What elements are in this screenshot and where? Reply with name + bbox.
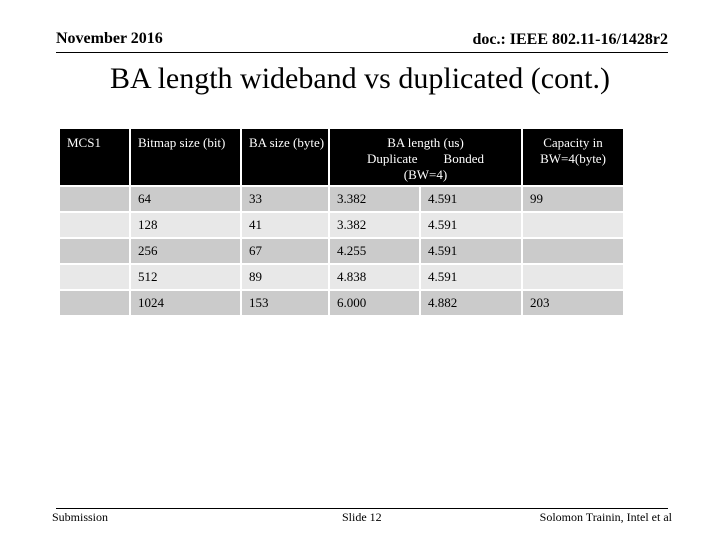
slide-title: BA length wideband vs duplicated (cont.) xyxy=(110,62,610,95)
cell-ba-size: 33 xyxy=(242,187,328,211)
cell-bitmap: 256 xyxy=(131,239,240,263)
cell-duplicate: 3.382 xyxy=(330,187,419,211)
cell-ba-size: 41 xyxy=(242,213,328,237)
cell-bitmap: 1024 xyxy=(131,291,240,315)
table-row xyxy=(60,239,623,263)
cell-mcs xyxy=(60,265,129,289)
footer-submission: Submission xyxy=(52,510,109,524)
header-ba-length-subcols: Duplicate Bonded xyxy=(367,151,484,166)
cell-capacity: 203 xyxy=(523,291,623,315)
cell-capacity: 99 xyxy=(523,187,623,211)
cell-ba-size: 89 xyxy=(242,265,328,289)
ba-length-table xyxy=(58,127,625,317)
header-ba-length-bw: (BW=4) xyxy=(403,167,448,182)
footer-divider xyxy=(56,508,668,509)
cell-ba-size: 153 xyxy=(242,291,328,315)
header-ba-length-title: BA length (us) xyxy=(387,135,464,150)
cell-bitmap: 64 xyxy=(131,187,240,211)
cell-duplicate: 6.000 xyxy=(330,291,419,315)
footer-slide-number: Slide 12 xyxy=(342,510,382,524)
cell-bitmap: 128 xyxy=(131,213,240,237)
header-mcs: MCS1 xyxy=(60,129,129,185)
cell-ba-size: 67 xyxy=(242,239,328,263)
cell-bitmap: 512 xyxy=(131,265,240,289)
header-date: November 2016 xyxy=(56,30,163,47)
table-header-row xyxy=(60,129,623,185)
header-capacity: Capacity in BW=4(byte) xyxy=(523,129,623,185)
cell-capacity xyxy=(523,239,623,263)
cell-duplicate: 4.255 xyxy=(330,239,419,263)
cell-capacity xyxy=(523,213,623,237)
cell-bonded: 4.591 xyxy=(421,187,521,211)
cell-bonded: 4.591 xyxy=(421,213,521,237)
cell-mcs xyxy=(60,213,129,237)
header-divider xyxy=(56,52,668,53)
cell-mcs xyxy=(60,187,129,211)
cell-capacity xyxy=(523,265,623,289)
table-row xyxy=(60,213,623,237)
cell-duplicate: 3.382 xyxy=(330,213,419,237)
header-ba-length xyxy=(330,129,521,185)
header-bitmap-size: Bitmap size (bit) xyxy=(131,129,240,185)
table-row xyxy=(60,187,623,211)
cell-duplicate: 4.838 xyxy=(330,265,419,289)
header-ba-size: BA size (byte) xyxy=(242,129,328,185)
cell-bonded: 4.591 xyxy=(421,265,521,289)
header-doc-id: doc.: IEEE 802.11-16/1428r2 xyxy=(472,31,668,48)
table-row xyxy=(60,291,623,315)
cell-mcs xyxy=(60,291,129,315)
cell-bonded: 4.882 xyxy=(421,291,521,315)
cell-bonded: 4.591 xyxy=(421,239,521,263)
footer-authors: Solomon Trainin, Intel et al xyxy=(539,510,672,524)
cell-mcs xyxy=(60,239,129,263)
table-row xyxy=(60,265,623,289)
